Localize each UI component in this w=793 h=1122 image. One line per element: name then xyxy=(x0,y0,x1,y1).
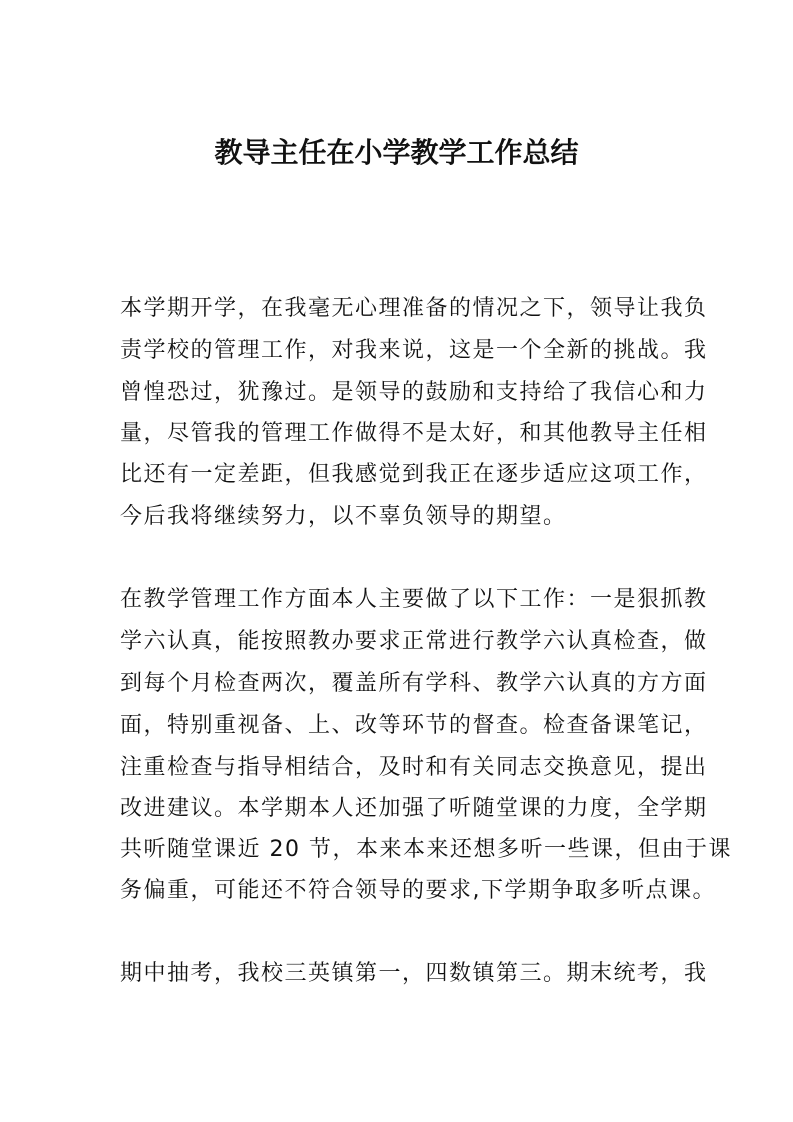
document-title: 教导主任在小学教学工作总结 xyxy=(214,136,579,169)
text-line: 学六认真，能按照教办要求正常进行教学六认真检查，做 xyxy=(120,629,708,654)
text-line: 改进建议。本学期本人还加强了听随堂课的力度，全学期 xyxy=(120,796,708,821)
text-line: 责学校的管理工作，对我来说，这是一个全新的挑战。我 xyxy=(120,338,708,363)
text-line: 共听随堂课近 20 节，本来本来还想多听一些课，但由于课 xyxy=(120,837,732,862)
text-line: 注重检查与指导相结合，及时和有关同志交换意见，提出 xyxy=(120,755,708,780)
text-line: 今后我将继续努力，以不辜负领导的期望。 xyxy=(120,504,567,529)
text-line: 比还有一定差距，但我感觉到我正在逐步适应这项工作， xyxy=(120,462,708,487)
text-line: 量，尽管我的管理工作做得不是太好，和其他教导主任相 xyxy=(120,421,708,446)
text-line: 本学期开学，在我毫无心理准备的情况之下，领导让我负 xyxy=(120,296,708,321)
text-line: 期中抽考，我校三英镇第一，四数镇第三。期末统考，我 xyxy=(120,961,708,986)
text-line: 到每个月检查两次，覆盖所有学科、教学六认真的方方面 xyxy=(120,671,708,696)
text-line: 在教学管理工作方面本人主要做了以下工作：一是狠抓教 xyxy=(120,587,708,612)
text-line: 务偏重，可能还不符合领导的要求,下学期争取多听点课。 xyxy=(120,878,716,903)
text-line: 曾惶恐过，犹豫过。是领导的鼓励和支持给了我信心和力 xyxy=(120,380,708,405)
text-line: 面，特别重视备、上、改等环节的督查。检查备课笔记， xyxy=(120,713,708,738)
